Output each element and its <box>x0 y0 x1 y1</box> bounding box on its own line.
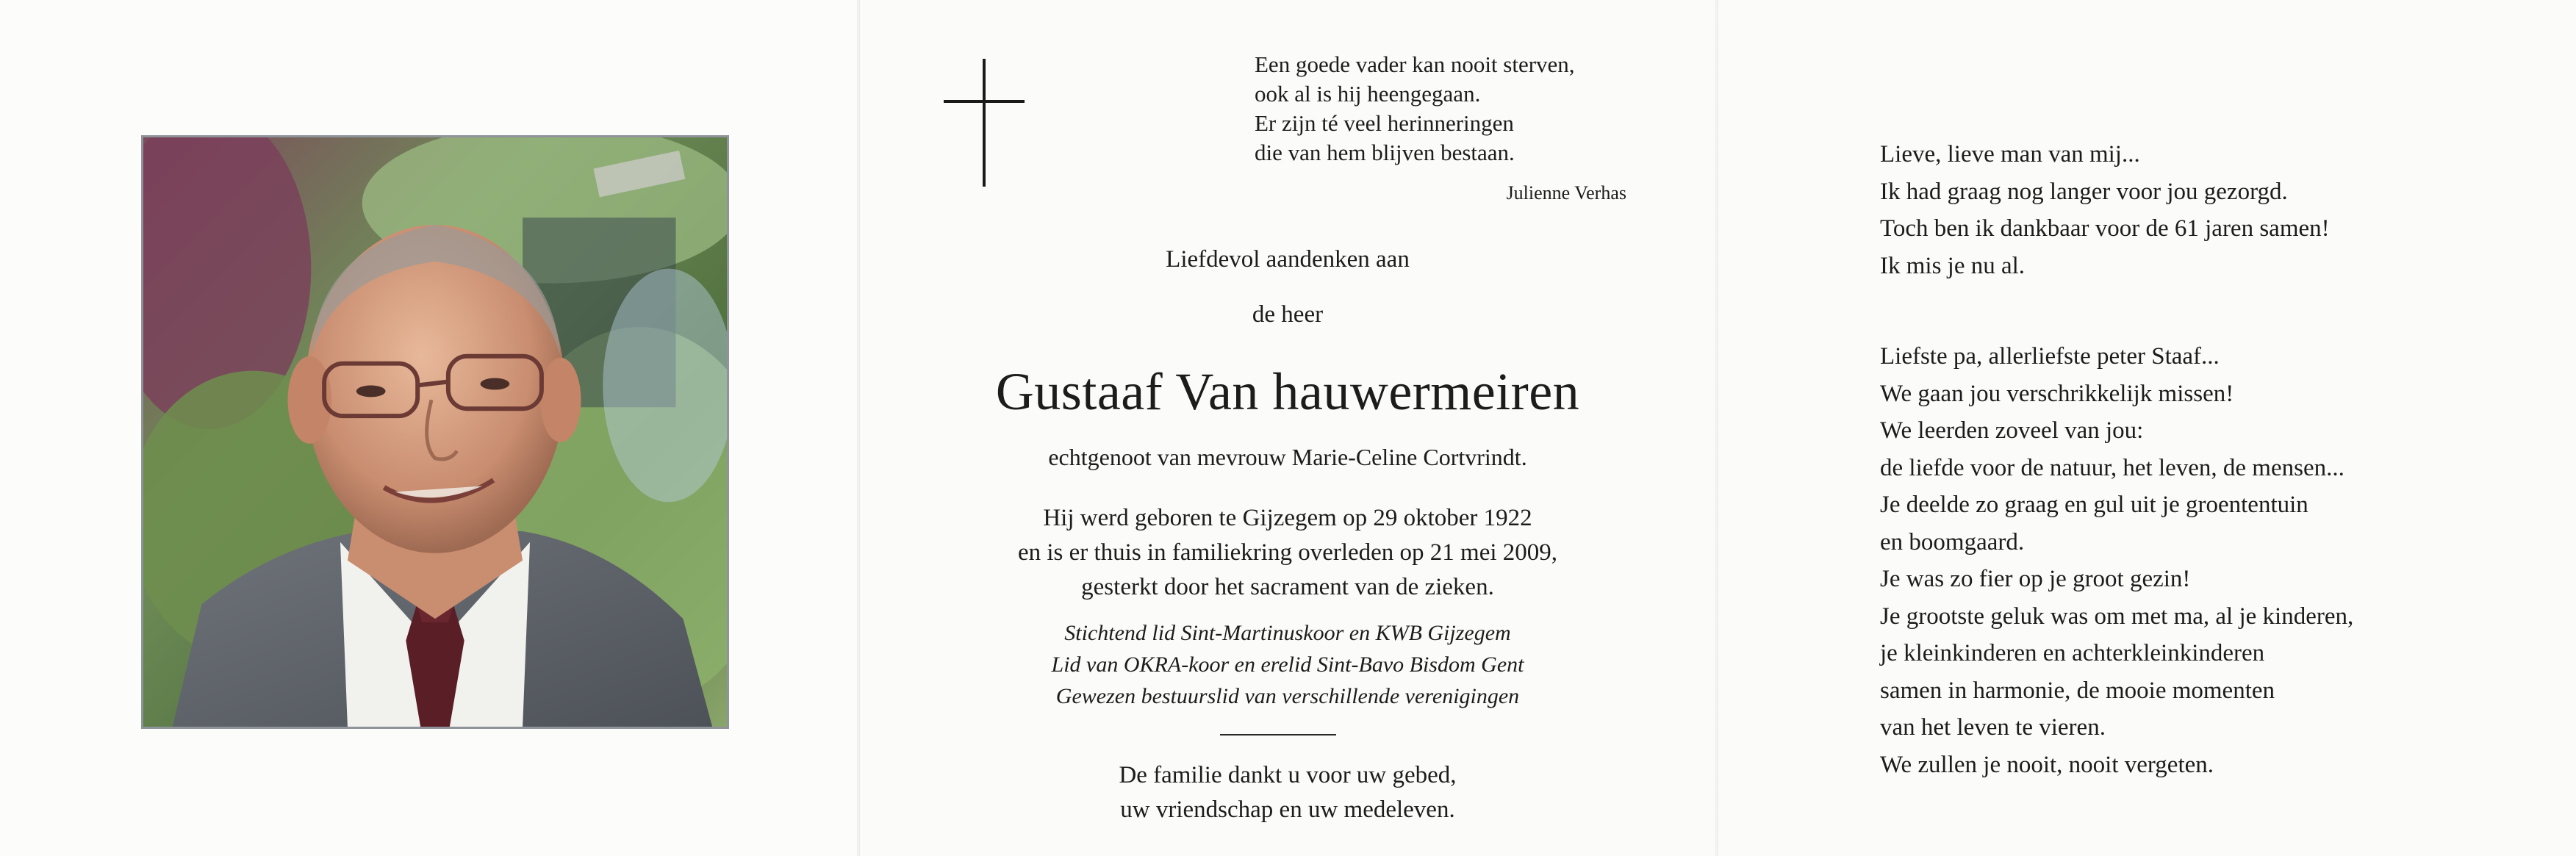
poem-line: Je grootste geluk was om met ma, al je kinderen, <box>1880 603 2354 630</box>
poem-line: We zullen je nooit, nooit vergeten. <box>1880 751 2214 778</box>
divider <box>1220 734 1336 735</box>
poem-line: Er zijn té veel herinneringen <box>1255 110 1514 136</box>
thanks-line: uw vriendschap en uw medeleven. <box>1120 796 1455 823</box>
poem-children <box>1880 338 2353 783</box>
poem-line: Je deelde zo graag en gul uit je groententuin <box>1880 492 2308 518</box>
poem-line: je kleinkinderen en achterkleinkinderen <box>1880 640 2265 666</box>
portrait-illustration <box>143 137 727 727</box>
memorial-intro: Liefdevol aandenken aan <box>1166 246 1410 273</box>
deceased-name: Gustaaf Van hauwermeiren <box>995 362 1580 421</box>
detail-line: Hij werd geboren te Gijzegem op 29 oktober 1922 <box>1043 505 1532 531</box>
poem-line: de liefde voor de natuur, het leven, de mensen... <box>1880 454 2344 481</box>
poem-line: Je was zo fier op je groot gezin! <box>1880 566 2191 592</box>
poem-line: Ik had graag nog langer voor jou gezorgd. <box>1880 178 2288 205</box>
portrait-photo <box>141 135 729 729</box>
poem-top <box>1255 50 1575 168</box>
memberships <box>858 617 1717 712</box>
family-thanks <box>858 758 1717 827</box>
poem-line: Een goede vader kan nooit sterven, <box>1255 51 1575 77</box>
thanks-line: De familie dankt u voor uw gebed, <box>1119 762 1457 788</box>
poem-line: We leerden zoveel van jou: <box>1880 417 2144 444</box>
poem-line: Ik mis je nu al. <box>1880 252 2026 279</box>
cross-icon <box>944 59 1025 187</box>
poem-line: Lieve, lieve man van mij... <box>1880 141 2140 168</box>
card-fold-line <box>857 0 860 856</box>
poem-line: ook al is hij heengegaan. <box>1255 81 1481 107</box>
poem-line: Toch ben ik dankbaar voor de 61 jaren samen! <box>1880 215 2330 242</box>
poem-line: van het leven te vieren. <box>1880 714 2106 741</box>
membership-line: Stichtend lid Sint-Martinuskoor en KWB Gijzegem <box>1064 621 1511 645</box>
detail-line: en is er thuis in familiekring overleden op 21 mei 2009, <box>1017 539 1558 566</box>
poem-line: Liefste pa, allerliefste peter Staaf... <box>1880 343 2220 370</box>
poem-line: samen in harmonie, de mooie momenten <box>1880 677 2275 704</box>
poem-line: die van hem blijven bestaan. <box>1255 140 1515 165</box>
poem-line: We gaan jou verschrikkelijk missen! <box>1880 380 2234 407</box>
life-details <box>858 501 1717 605</box>
poem-line: en boomgaard. <box>1880 528 2025 555</box>
detail-line: gesterkt door het sacrament van de zieken. <box>1081 574 1494 600</box>
card-fold-line <box>1715 0 1718 856</box>
membership-line: Gewezen bestuurslid van verschillende verenigingen <box>1055 684 1520 708</box>
poem-author: Julienne Verhas <box>1506 182 1626 204</box>
memorial-title: de heer <box>1252 301 1324 328</box>
spouse-line: echtgenoot van mevrouw Marie-Celine Cortvrindt. <box>1048 444 1527 470</box>
membership-line: Lid van OKRA-koor en erelid Sint-Bavo Bisdom Gent <box>1051 652 1524 677</box>
poem-wife <box>1880 136 2330 284</box>
